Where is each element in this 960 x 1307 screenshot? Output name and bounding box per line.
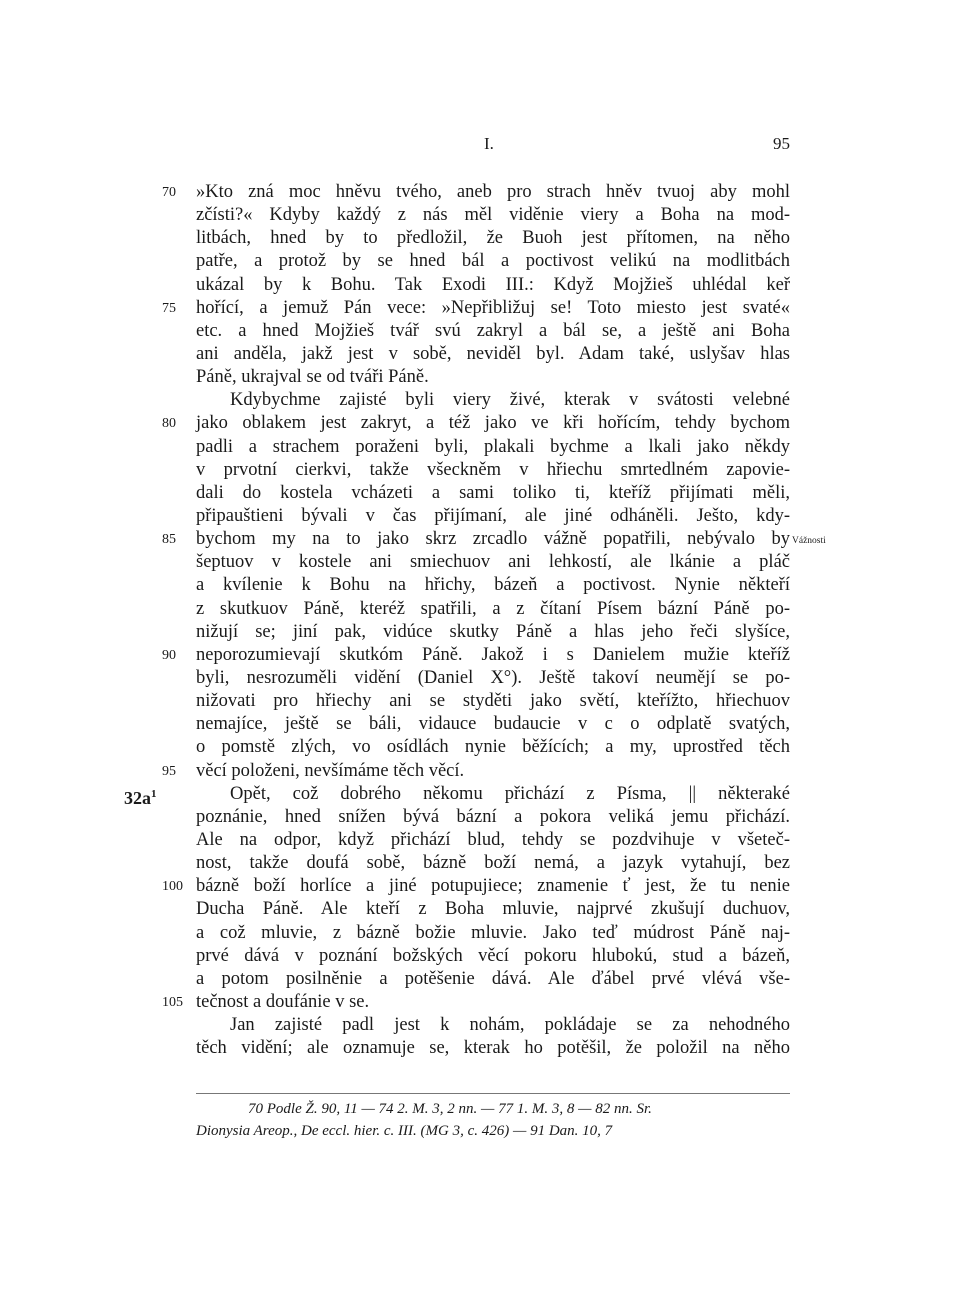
text-line xyxy=(196,459,790,482)
line-text: nemajíce, ještě se báli, vidauce budaucie v c o odplatě svatých, xyxy=(196,714,790,735)
line-text: ani anděla, jakž jest v sobě, neviděl byl. Adam také, uslyšav hlas xyxy=(196,343,790,364)
text-line xyxy=(196,736,790,759)
text-line xyxy=(196,667,790,690)
line-text: dali do kostela vcházeti a sami toliko ti, kteříž přijímati měli, xyxy=(196,482,790,503)
body-text xyxy=(124,181,826,1060)
folio-marker: $32a^1$ xyxy=(124,787,157,808)
line-text: ukázal by k Bohu. Tak Exodi III.: Když Mojžieš uhlédal keř xyxy=(196,274,790,295)
footnote-line: Dionysia Areop., De eccl. hier. c. III. (MG 3, c. 426) — 91 Dan. 10, 7 xyxy=(196,1123,613,1139)
line-text: nost, takže doufá sobě, bázně boží nemá, a jazyk vytahují, bez xyxy=(196,853,790,874)
text-line xyxy=(196,574,790,597)
line-text: Jan zajisté padl jest k nohám, pokládaje se za nehodného xyxy=(230,1015,790,1036)
line-text: nižují se; jiní pak, vidúce skutky Páně a hlas jeho řeči slyšíce, xyxy=(196,621,790,642)
line-number: 80 xyxy=(162,416,176,432)
line-text: připauštieni bývali v čas přijímaní, ale jiné odháněli. Ješto, kdy- xyxy=(196,505,790,526)
line-text: o pomstě zlých, vo osídlách nynie běžících; a my, uprostřed těch xyxy=(196,737,790,758)
line-text: bázně boží horlíce a jiné potupujiece; znamenie ť jest, že tu nenie xyxy=(196,876,790,897)
line-text: Ale na odpor, když přichází blud, tehdy se pozdvihuje v všeteč- xyxy=(196,829,790,850)
line-text: a potom posilněnie a potěšenie dává. Ale ďábel prvé vlévá vše- xyxy=(196,968,790,989)
line-number: 105 xyxy=(162,994,183,1010)
line-text: Kdybychme zajisté byli viery živé, kterak v svátosti velebné xyxy=(230,390,790,411)
line-text: byli, nesrozuměli vidění (Daniel X°). Ještě takoví neumějí se po- xyxy=(196,667,790,688)
line-text: a kvílenie k Bohu na hřichy, bázeň a poctivost. Nynie někteří xyxy=(196,575,790,596)
text-line xyxy=(196,922,790,945)
text-line xyxy=(196,968,790,991)
page-number: 95 xyxy=(773,134,790,153)
line-text: šeptuov v kostele ani smiechuov ani lehkostí, ale lkánie a pláč xyxy=(196,552,790,573)
text-line xyxy=(196,366,790,389)
margin-note: Vážnosti xyxy=(792,536,826,547)
text-line xyxy=(196,204,790,227)
line-text: prvé dává v poznání božských věcí pokoru hlubokú, stud a bázeň, xyxy=(196,945,790,966)
text-line xyxy=(162,991,790,1014)
text-line xyxy=(196,829,790,852)
line-text: v prvotní cierkvi, takže všeckněm v hřiechu smrtedlném zapovie- xyxy=(196,459,790,480)
footnotes xyxy=(196,1098,790,1142)
line-text: nižovati pro hřiechy ani se styděti jako světí, kteřížto, hřiechuov xyxy=(196,691,790,712)
text-line xyxy=(196,250,790,273)
text-line xyxy=(124,783,790,808)
text-line xyxy=(196,389,790,412)
text-line xyxy=(196,320,790,343)
line-text: Opět, což dobrého někomu přichází z Písma, || některaké xyxy=(230,783,790,804)
footnote-divider xyxy=(196,1093,790,1094)
line-text: Páně, ukrajval se od tváři Páně. xyxy=(196,367,429,388)
line-text: »Kto zná moc hněvu tvého, aneb pro strach hněv tvuoj aby mohl xyxy=(196,182,790,202)
text-line xyxy=(196,713,790,736)
line-number: 100 xyxy=(162,879,183,895)
text-line xyxy=(196,551,790,574)
text-line xyxy=(196,227,790,250)
text-line xyxy=(162,644,790,667)
text-line xyxy=(196,852,790,875)
line-number: 85 xyxy=(162,532,176,548)
text-line xyxy=(196,690,790,713)
line-text: věcí položeni, nevšímáme těch věcí. xyxy=(196,760,465,781)
text-line xyxy=(196,343,790,366)
line-text: Ducha Páně. Ale kteří z Boha mluvie, najprvé zkušují duchuov, xyxy=(196,899,790,920)
text-line xyxy=(196,436,790,459)
text-line xyxy=(162,760,790,783)
text-line xyxy=(196,1037,790,1060)
line-text: etc. a hned Mojžieš tvář svú zakryl a bál se, a ještě ani Boha xyxy=(196,320,790,341)
text-line xyxy=(196,621,790,644)
line-text: těch vidění; ale oznamuje se, kterak ho potěšil, že položil na něho xyxy=(196,1038,790,1059)
section-number: I. xyxy=(484,134,494,153)
line-text: z skutkuov Páně, kteréž spatřili, a z čítaní Písem bázní Páně po- xyxy=(196,598,790,619)
line-text: tečnost a doufánie v se. xyxy=(196,991,370,1012)
text-line xyxy=(196,505,790,528)
text-line xyxy=(196,898,790,921)
text-line xyxy=(196,598,790,621)
footnote-line: 70 Podle Ž. 90, 11 — 74 2. M. 3, 2 nn. — 77 1. M. 3, 8 — 82 nn. Sr. xyxy=(248,1101,652,1117)
line-text: neporozumievají skutkóm Páně. Jakož i s Danielem mužie kteříž xyxy=(196,644,790,665)
text-line xyxy=(196,274,790,297)
text-line xyxy=(196,945,790,968)
line-number: 90 xyxy=(162,647,176,663)
line-text: poznánie, hned snížen bývá bázní a pokora veliká jemu přichází. xyxy=(196,806,790,827)
line-text: zčísti?« Kdyby každý z nás měl viděnie viery a Boha na mod- xyxy=(196,205,790,226)
line-text: bychom my na to jako skrz zrcadlo vážně popatřili, nebývalo by xyxy=(196,529,790,550)
text-line xyxy=(196,1014,790,1037)
text-line xyxy=(162,297,790,320)
line-number: 70 xyxy=(162,185,176,200)
line-number: 75 xyxy=(162,300,176,316)
line-text: patře, a protož by se hned bál a poctivost velikú na modlitbách xyxy=(196,251,790,272)
text-line xyxy=(162,528,826,551)
text-line xyxy=(162,181,790,204)
line-number: 95 xyxy=(162,763,176,779)
line-text: padli a strachem poraženi byli, plakali bychme a lkali jako někdy xyxy=(196,436,790,457)
line-text: hořící, a jemuž Pán vece: »Nepřibližuj se! Toto miesto jest svaté« xyxy=(196,297,790,318)
text-line xyxy=(162,412,790,435)
text-line xyxy=(162,875,790,898)
line-text: jako oblakem jest zakryt, a též jako ve kři hořícím, tehdy bychom xyxy=(196,413,790,434)
line-text: a což mluvie, z bázně božie mluvie. Jako teď múdrost Páně naj- xyxy=(196,922,790,943)
line-text: litbách, hned by to předložil, že Buoh jest přítomen, na něho xyxy=(196,228,790,249)
text-line xyxy=(196,482,790,505)
page-header xyxy=(196,134,790,160)
text-line xyxy=(196,806,790,829)
